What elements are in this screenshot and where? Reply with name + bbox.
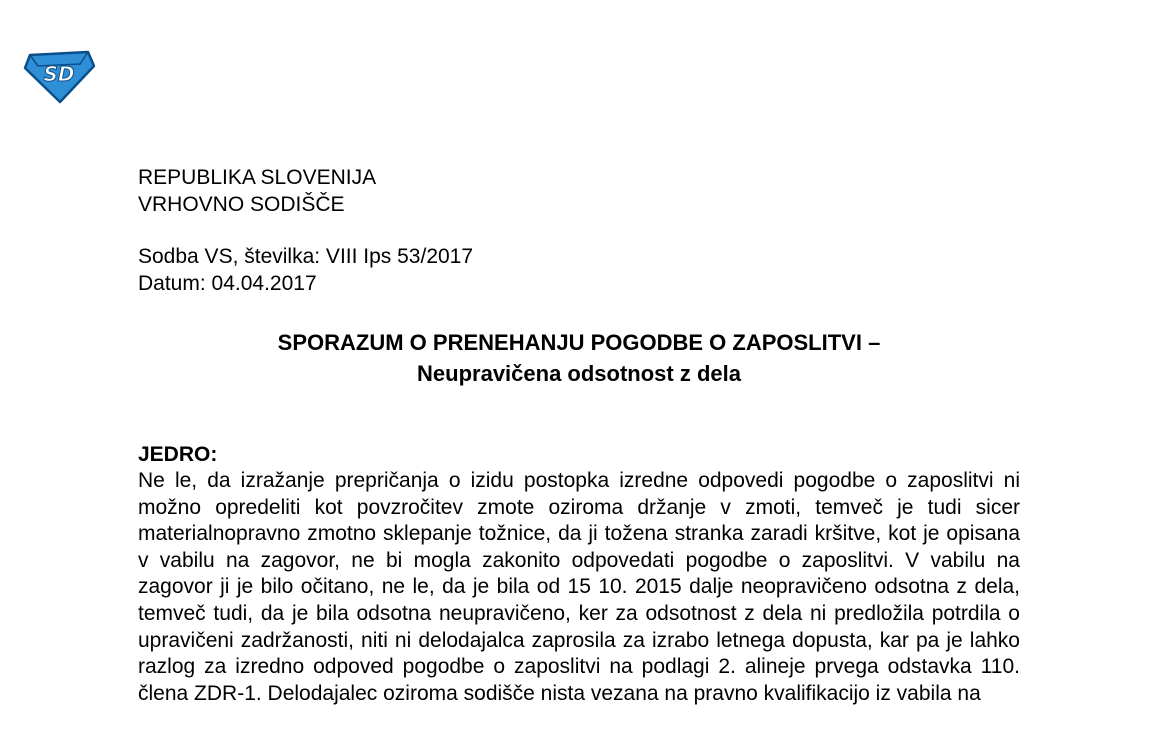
court-logo-graphic <box>22 48 96 104</box>
case-info <box>138 243 473 297</box>
document-title <box>138 327 1020 389</box>
court-header <box>138 164 376 218</box>
court-name: VRHOVNO SODIŠČE <box>138 193 345 216</box>
case-date: Datum: 04.04.2017 <box>138 272 317 295</box>
case-number: Sodba VS, številka: VIII Ips 53/2017 <box>138 245 474 268</box>
jedro-text: Ne le, da izražanje prepričanja o izidu postopka izredne odpovedi pogodbe o zaposlitvi ni možno opredeliti kot povzročitev zmote oziroma držanje v zmoti, temveč je tudi sicer materialnopravno zmotno sklepanje tožnice, da ji tožena stranka zaradi kršitve, kot je opisana v vabilu na zagovor, ne bi mogla zakonito odpovedati pogodbe o zaposlitvi. V vabilu na zagovor ji je bilo očitano, ne le, da je bila od 15 10. 2015 dalje neopravičeno odsotna z dela, temveč tudi, da je bila odsotna neupravičeno, ker za odsotnost z dela ni predložila potrdila o upravičeni zadržanosti, niti ni delodajalca zaprosila za izrabo letnega dopusta, kar pa je lahko razlog za izredno odpoved pogodbe o zaposlitvi na podlagi 2. alineje prvega odstavka 110. člena ZDR-1. Delodajalec oziroma sodišče nista vezana na pravno kvalifikacijo iz vabila na <box>138 469 1020 705</box>
svg-text:SD: SD <box>43 62 75 86</box>
court-country: REPUBLIKA SLOVENIJA <box>138 166 377 189</box>
court-logo-icon <box>22 48 96 104</box>
title-line-2: Neupravičena odsotnost z dela <box>417 361 741 386</box>
jedro-heading: JEDRO: <box>138 443 218 466</box>
title-line-1: SPORAZUM O PRENEHANJU POGODBE O ZAPOSLITVI – <box>277 330 881 355</box>
